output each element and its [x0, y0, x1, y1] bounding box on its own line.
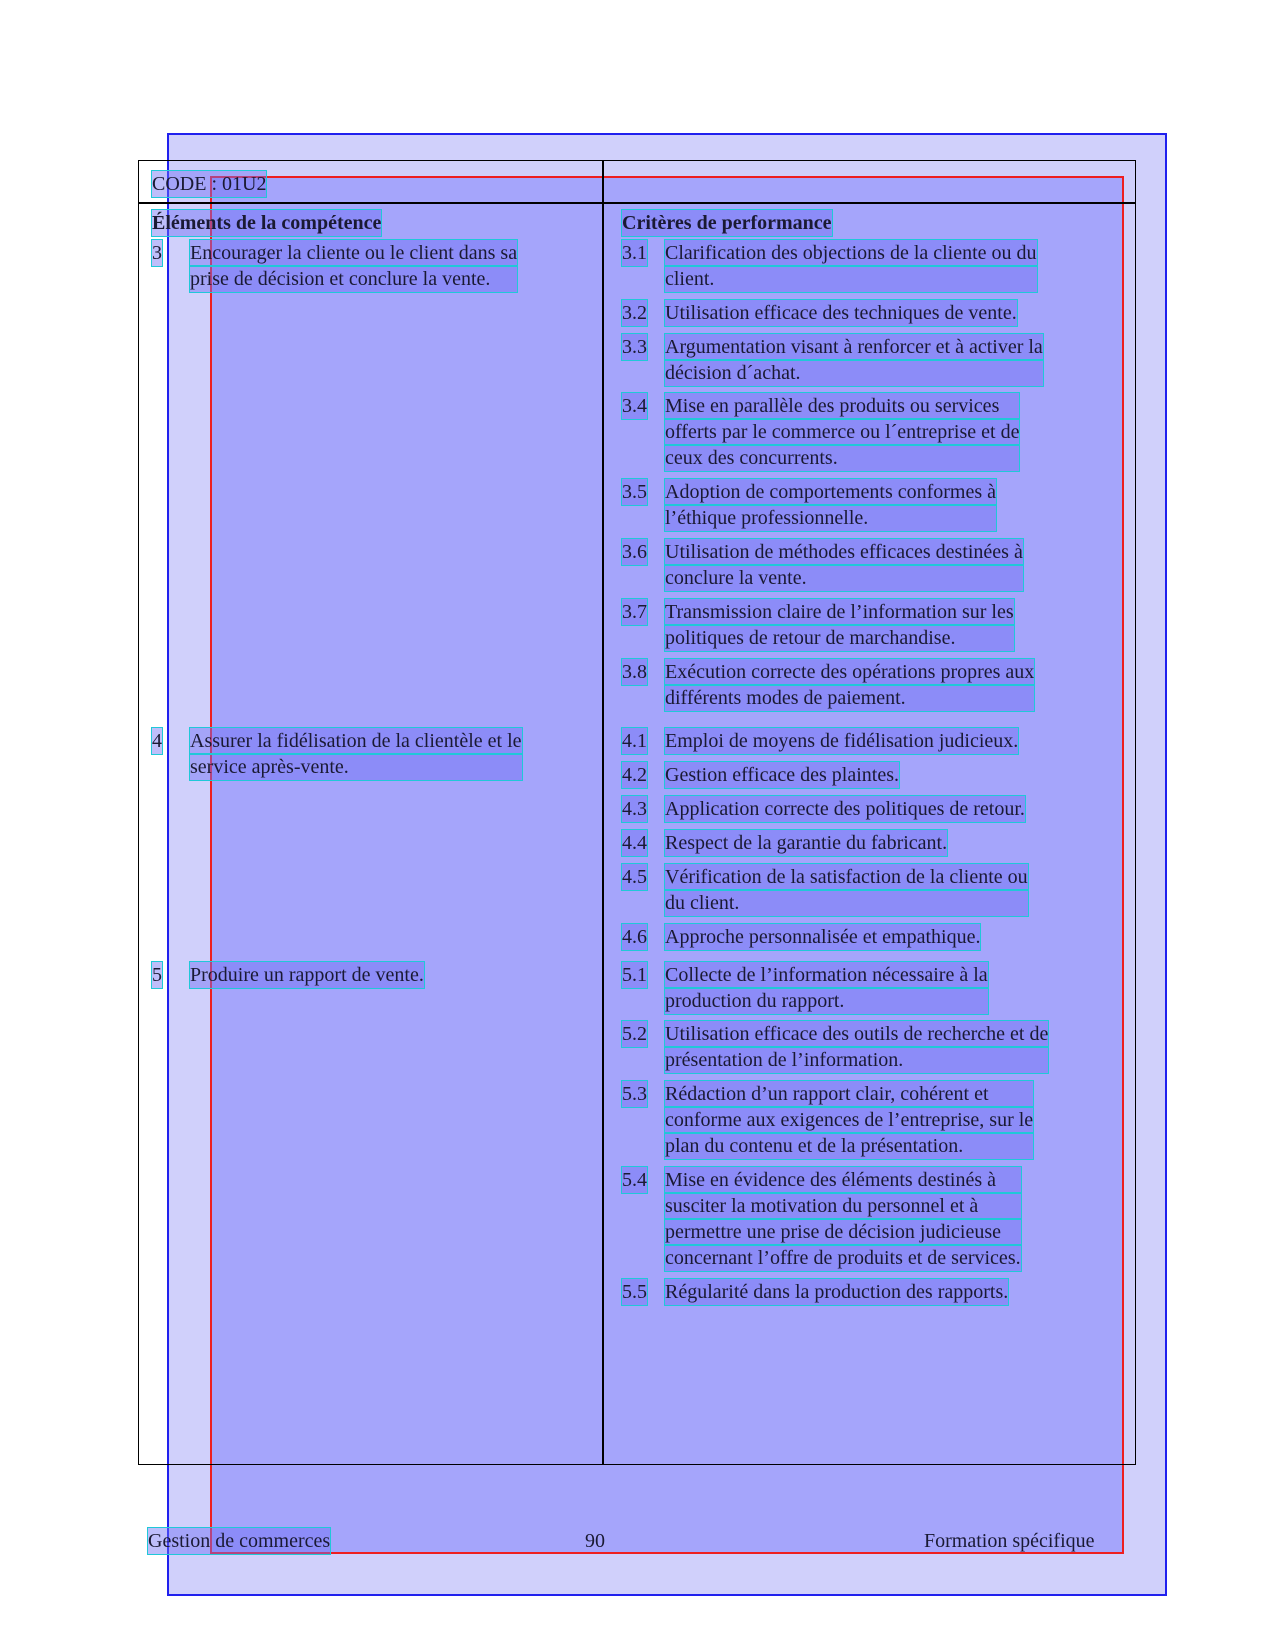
element-text	[190, 728, 522, 780]
criterion-number: 4.3	[622, 798, 647, 820]
criterion-text	[665, 924, 980, 950]
footer-left: Gestion de commerces	[148, 1530, 331, 1552]
footer-right: Formation spécifique	[924, 1530, 1095, 1552]
criterion-number: 5.1	[622, 964, 647, 986]
page-number: 90	[585, 1530, 605, 1552]
criterion-line: Exécution correcte des opérations propres aux	[665, 661, 1035, 683]
criterion-number: 3.6	[622, 541, 647, 563]
criterion-line: permettre une prise de décision judicieuse	[665, 1219, 1021, 1245]
criterion-text	[665, 1021, 1048, 1073]
header-criteria: Critères de performance	[622, 212, 832, 234]
element-line: Produire un rapport de vente.	[190, 964, 424, 986]
code-label: CODE : 01U2	[152, 173, 267, 195]
criterion-number: 3.3	[622, 336, 647, 358]
criterion-number: 5.5	[622, 1281, 647, 1303]
criterion-number: 3.2	[622, 302, 647, 324]
code-row-divider	[138, 202, 1136, 204]
criterion-line: Respect de la garantie du fabricant.	[665, 832, 948, 854]
criterion-number: 3.7	[622, 601, 647, 623]
criterion-line: Emploi de moyens de fidélisation judicieux.	[665, 730, 1019, 752]
criterion-text	[665, 599, 1014, 651]
criterion-text	[665, 479, 996, 531]
criterion-line: Argumentation visant à renforcer et à activer la	[665, 336, 1043, 358]
criterion-text	[665, 1279, 1008, 1305]
criterion-text	[665, 762, 899, 788]
criterion-text	[665, 1081, 1033, 1159]
element-text	[190, 962, 424, 988]
element-number: 3	[152, 242, 162, 264]
criterion-number: 3.5	[622, 481, 647, 503]
criterion-line: susciter la motivation du personnel et à	[665, 1193, 1021, 1219]
criterion-line: Transmission claire de l’information sur les	[665, 601, 1014, 623]
criterion-number: 5.4	[622, 1169, 647, 1191]
criterion-line: Vérification de la satisfaction de la cliente ou	[665, 866, 1028, 888]
criterion-line: l’éthique professionnelle.	[665, 505, 996, 531]
criterion-line: Régularité dans la production des rapports.	[665, 1281, 1009, 1303]
criterion-number: 3.8	[622, 661, 647, 683]
criterion-text	[665, 962, 988, 1014]
criterion-line: concernant l’offre de produits et de services.	[665, 1247, 1021, 1269]
criterion-text	[665, 796, 1025, 822]
criterion-line: différents modes de paiement.	[665, 685, 1034, 711]
criterion-line: Mise en évidence des éléments destinés à	[665, 1167, 1021, 1193]
criterion-line: Utilisation efficace des outils de recherche et de	[665, 1023, 1049, 1045]
criterion-number: 3.4	[622, 395, 647, 417]
criterion-line: Adoption de comportements conformes à	[665, 481, 997, 503]
criterion-line: Collecte de l’information nécessaire à la	[665, 964, 988, 986]
criterion-text	[665, 1167, 1021, 1271]
criterion-text	[665, 240, 1037, 292]
criterion-line: Gestion efficace des plaintes.	[665, 764, 899, 786]
criterion-line: plan du contenu et de la présentation.	[665, 1133, 1033, 1159]
criterion-line: production du rapport.	[665, 988, 988, 1014]
criterion-line: du client.	[665, 890, 1028, 916]
element-number: 5	[152, 964, 162, 986]
element-line: service après-vente.	[190, 754, 522, 780]
criterion-line: conforme aux exigences de l’entreprise, sur le	[665, 1109, 1034, 1131]
criterion-line: Utilisation de méthodes efficaces destinées à	[665, 541, 1023, 563]
criterion-number: 5.3	[622, 1083, 647, 1105]
header-elements: Éléments de la compétence	[152, 212, 382, 234]
criterion-text	[665, 830, 947, 856]
criterion-line: Utilisation efficace des techniques de vente.	[665, 302, 1017, 324]
criterion-line: offerts par le commerce ou l´entreprise et de	[665, 421, 1020, 443]
criterion-line: Rédaction d’un rapport clair, cohérent et	[665, 1081, 1033, 1107]
criterion-line: client.	[665, 266, 1037, 292]
criterion-line: décision d´achat.	[665, 360, 1043, 386]
element-line: prise de décision et conclure la vente.	[190, 266, 517, 292]
criterion-number: 4.4	[622, 832, 647, 854]
criterion-text	[665, 864, 1028, 916]
criterion-line: ceux des concurrents.	[665, 445, 1019, 471]
criterion-line: Clarification des objections de la cliente ou du	[665, 242, 1037, 264]
criterion-text	[665, 300, 1017, 326]
criterion-text	[665, 334, 1043, 386]
criterion-number: 4.1	[622, 730, 647, 752]
criterion-line: Application correcte des politiques de retour.	[665, 798, 1025, 820]
element-number: 4	[152, 730, 162, 752]
criterion-line: Approche personnalisée et empathique.	[665, 926, 981, 948]
criterion-text	[665, 539, 1023, 591]
criterion-text	[665, 728, 1018, 754]
criterion-line: présentation de l’information.	[665, 1047, 1048, 1073]
criterion-line: politiques de retour de marchandise.	[665, 625, 1014, 651]
criterion-number: 3.1	[622, 242, 647, 264]
criterion-number: 4.2	[622, 764, 647, 786]
criterion-line: conclure la vente.	[665, 565, 1023, 591]
element-line: Encourager la cliente ou le client dans sa	[190, 242, 518, 264]
criterion-number: 4.5	[622, 866, 647, 888]
column-divider	[602, 160, 604, 1465]
criterion-number: 5.2	[622, 1023, 647, 1045]
criterion-number: 4.6	[622, 926, 647, 948]
element-line: Assurer la fidélisation de la clientèle et le	[190, 730, 522, 752]
element-text	[190, 240, 517, 292]
criterion-text	[665, 659, 1034, 711]
criterion-text	[665, 393, 1019, 471]
criterion-line: Mise en parallèle des produits ou services	[665, 393, 1019, 419]
